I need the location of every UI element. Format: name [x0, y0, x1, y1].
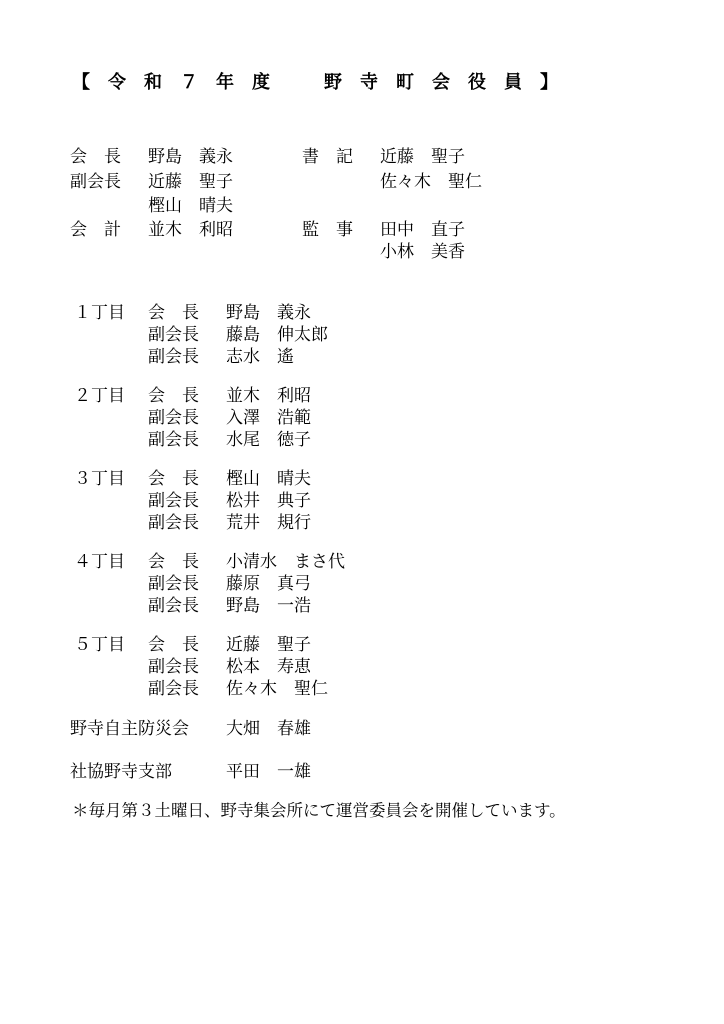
shakyo-name: 平田 一雄	[226, 762, 311, 782]
district-name: 藤原 真弓	[226, 574, 311, 594]
meeting-note: ＊毎月第３土曜日、野寺集会所にて運営委員会を開催しています。	[72, 801, 566, 820]
auditor-label: 監 事	[302, 220, 353, 240]
district-role: 副会長	[148, 325, 199, 345]
district-label: ２丁目	[74, 386, 125, 406]
chair-label: 会 長	[70, 147, 121, 167]
treasurer-name: 並木 利昭	[148, 220, 233, 240]
district-role: 副会長	[148, 657, 199, 677]
district-role: 副会長	[148, 491, 199, 511]
district-role: 会 長	[148, 635, 199, 655]
secretary-name-1: 近藤 聖子	[380, 147, 465, 167]
district-name: 松本 寿恵	[226, 657, 311, 677]
district-role: 会 長	[148, 469, 199, 489]
district-name: 野島 一浩	[226, 596, 311, 616]
district-role: 副会長	[148, 596, 199, 616]
district-role: 副会長	[148, 430, 199, 450]
district-name: 入澤 浩範	[226, 408, 311, 428]
district-name: 水尾 徳子	[226, 430, 311, 450]
treasurer-label: 会 計	[70, 220, 121, 240]
district-name: 志水 遙	[226, 347, 294, 367]
vice-name-2: 樫山 晴夫	[148, 196, 233, 216]
district-name: 樫山 晴夫	[226, 469, 311, 489]
bousai-name: 大畑 春雄	[226, 719, 311, 739]
district-name: 並木 利昭	[226, 386, 311, 406]
auditor-name-1: 田中 直子	[380, 220, 465, 240]
chair-name: 野島 義永	[148, 147, 233, 167]
shakyo-label: 社協野寺支部	[70, 762, 172, 782]
district-name: 野島 義永	[226, 303, 311, 323]
district-name: 松井 典子	[226, 491, 311, 511]
district-role: 副会長	[148, 408, 199, 428]
district-role: 副会長	[148, 347, 199, 367]
auditor-name-2: 小林 美香	[380, 242, 465, 262]
district-role: 副会長	[148, 679, 199, 699]
district-role: 副会長	[148, 574, 199, 594]
district-name: 小清水 まさ代	[226, 552, 345, 572]
district-name: 近藤 聖子	[226, 635, 311, 655]
district-name: 荒井 規行	[226, 513, 311, 533]
district-role: 会 長	[148, 303, 199, 323]
vice-name-1: 近藤 聖子	[148, 172, 233, 192]
secretary-label: 書 記	[302, 147, 353, 167]
district-label: ３丁目	[74, 469, 125, 489]
district-role: 会 長	[148, 386, 199, 406]
bousai-label: 野寺自主防災会	[70, 719, 189, 739]
secretary-name-2: 佐々木 聖仁	[380, 172, 482, 192]
district-name: 佐々木 聖仁	[226, 679, 328, 699]
vice-label: 副会長	[70, 172, 121, 192]
district-role: 副会長	[148, 513, 199, 533]
district-label: ５丁目	[74, 635, 125, 655]
district-label: １丁目	[74, 303, 125, 323]
district-role: 会 長	[148, 552, 199, 572]
district-name: 藤島 伸太郎	[226, 325, 328, 345]
document-title: 【 令 和 ７ 年 度 野 寺 町 会 役 員 】	[72, 72, 558, 93]
district-label: ４丁目	[74, 552, 125, 572]
